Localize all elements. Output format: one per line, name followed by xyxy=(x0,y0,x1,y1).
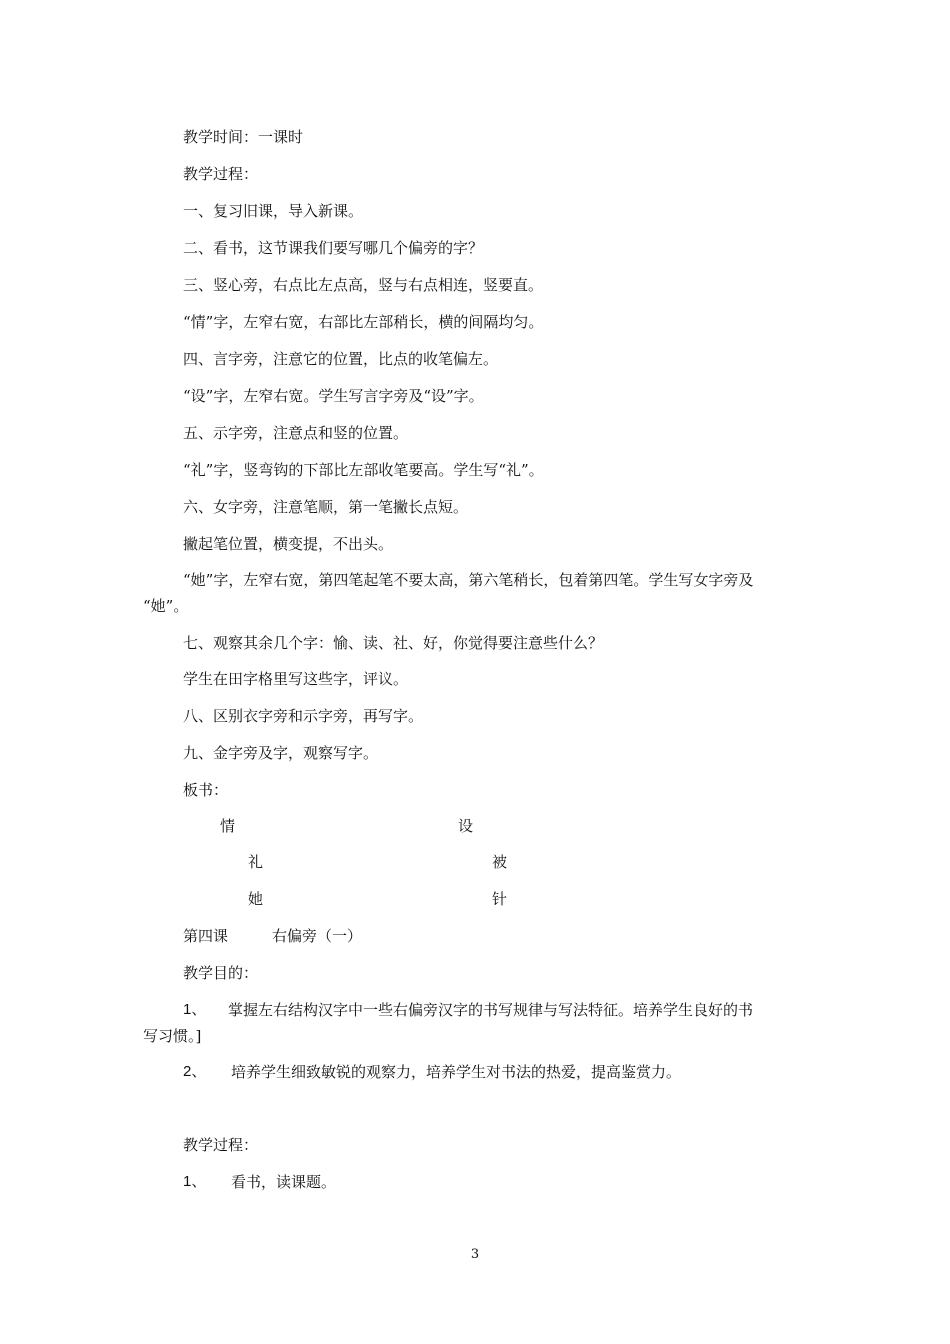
board-right-3: 针 xyxy=(492,890,508,908)
step-one-number: 1、 xyxy=(183,1173,207,1190)
goal-two-text: 培养学生细致敏锐的观察力，培养学生对书法的热爱，提高鉴赏力。 xyxy=(231,1063,682,1081)
board-left-3: 她 xyxy=(248,890,264,908)
lesson-four-subtitle: 右偏旁（一） xyxy=(272,927,363,945)
board-right-2: 被 xyxy=(492,853,508,871)
step-nine: 九、金字旁及字，观察写字。 xyxy=(183,744,379,762)
teaching-time: 教学时间：一课时 xyxy=(183,128,304,146)
she-note: “设”字，左窄右宽。学生写言字旁及“设”字。 xyxy=(183,387,484,405)
step-five: 五、示字旁，注意点和竖的位置。 xyxy=(183,424,409,442)
qing-note: “情”字，左窄右宽，右部比左部稍长，横的间隔均匀。 xyxy=(183,313,544,331)
teaching-process-heading: 教学过程： xyxy=(183,165,259,183)
practice-note: 学生在田字格里写这些字，评议。 xyxy=(183,670,409,688)
ta-note-line2: “她”。 xyxy=(143,597,189,615)
page-number: 3 xyxy=(470,1247,480,1262)
step-two: 二、看书，这节课我们要写哪几个偏旁的字？ xyxy=(183,239,484,257)
goal-one-text: 掌握左右结构汉字中一些右偏旁汉字的书写规律与写法特征。培养学生良好的书 xyxy=(228,1001,754,1019)
board-left-2: 礼 xyxy=(248,853,264,871)
teaching-goal-heading: 教学目的： xyxy=(183,964,259,982)
pie-note: 撇起笔位置，横变提，不出头。 xyxy=(183,535,394,553)
goal-one-number: 1、 xyxy=(183,1001,207,1018)
step-three: 三、竖心旁，右点比左点高，竖与右点相连，竖要直。 xyxy=(183,276,544,294)
goal-two-number: 2、 xyxy=(183,1063,207,1080)
board-left-1: 情 xyxy=(220,817,236,835)
ta-note-line1: “她”字，左窄右宽，第四笔起笔不要太高，第六笔稍长，包着第四笔。学生写女字旁及 xyxy=(183,571,754,589)
step-eight: 八、区别衣字旁和示字旁，再写字。 xyxy=(183,707,424,725)
lesson-four-process-heading: 教学过程： xyxy=(183,1136,259,1154)
lesson-four-title: 第四课 xyxy=(183,927,229,945)
goal-one-text-cont: 写习惯。] xyxy=(143,1027,202,1045)
step-six: 六、女字旁，注意笔顺，第一笔撇长点短。 xyxy=(183,498,469,516)
step-one-text: 看书，读课题。 xyxy=(231,1173,337,1191)
board-right-1: 设 xyxy=(458,817,474,835)
board-heading: 板书： xyxy=(183,781,229,799)
step-one: 一、复习旧课，导入新课。 xyxy=(183,202,364,220)
li-note: “礼”字，竖弯钩的下部比左部收笔要高。学生写“礼”。 xyxy=(183,461,544,479)
step-seven: 七、观察其余几个字：愉、读、社、好，你觉得要注意些什么？ xyxy=(183,634,604,652)
step-four: 四、言字旁，注意它的位置，比点的收笔偏左。 xyxy=(183,350,499,368)
